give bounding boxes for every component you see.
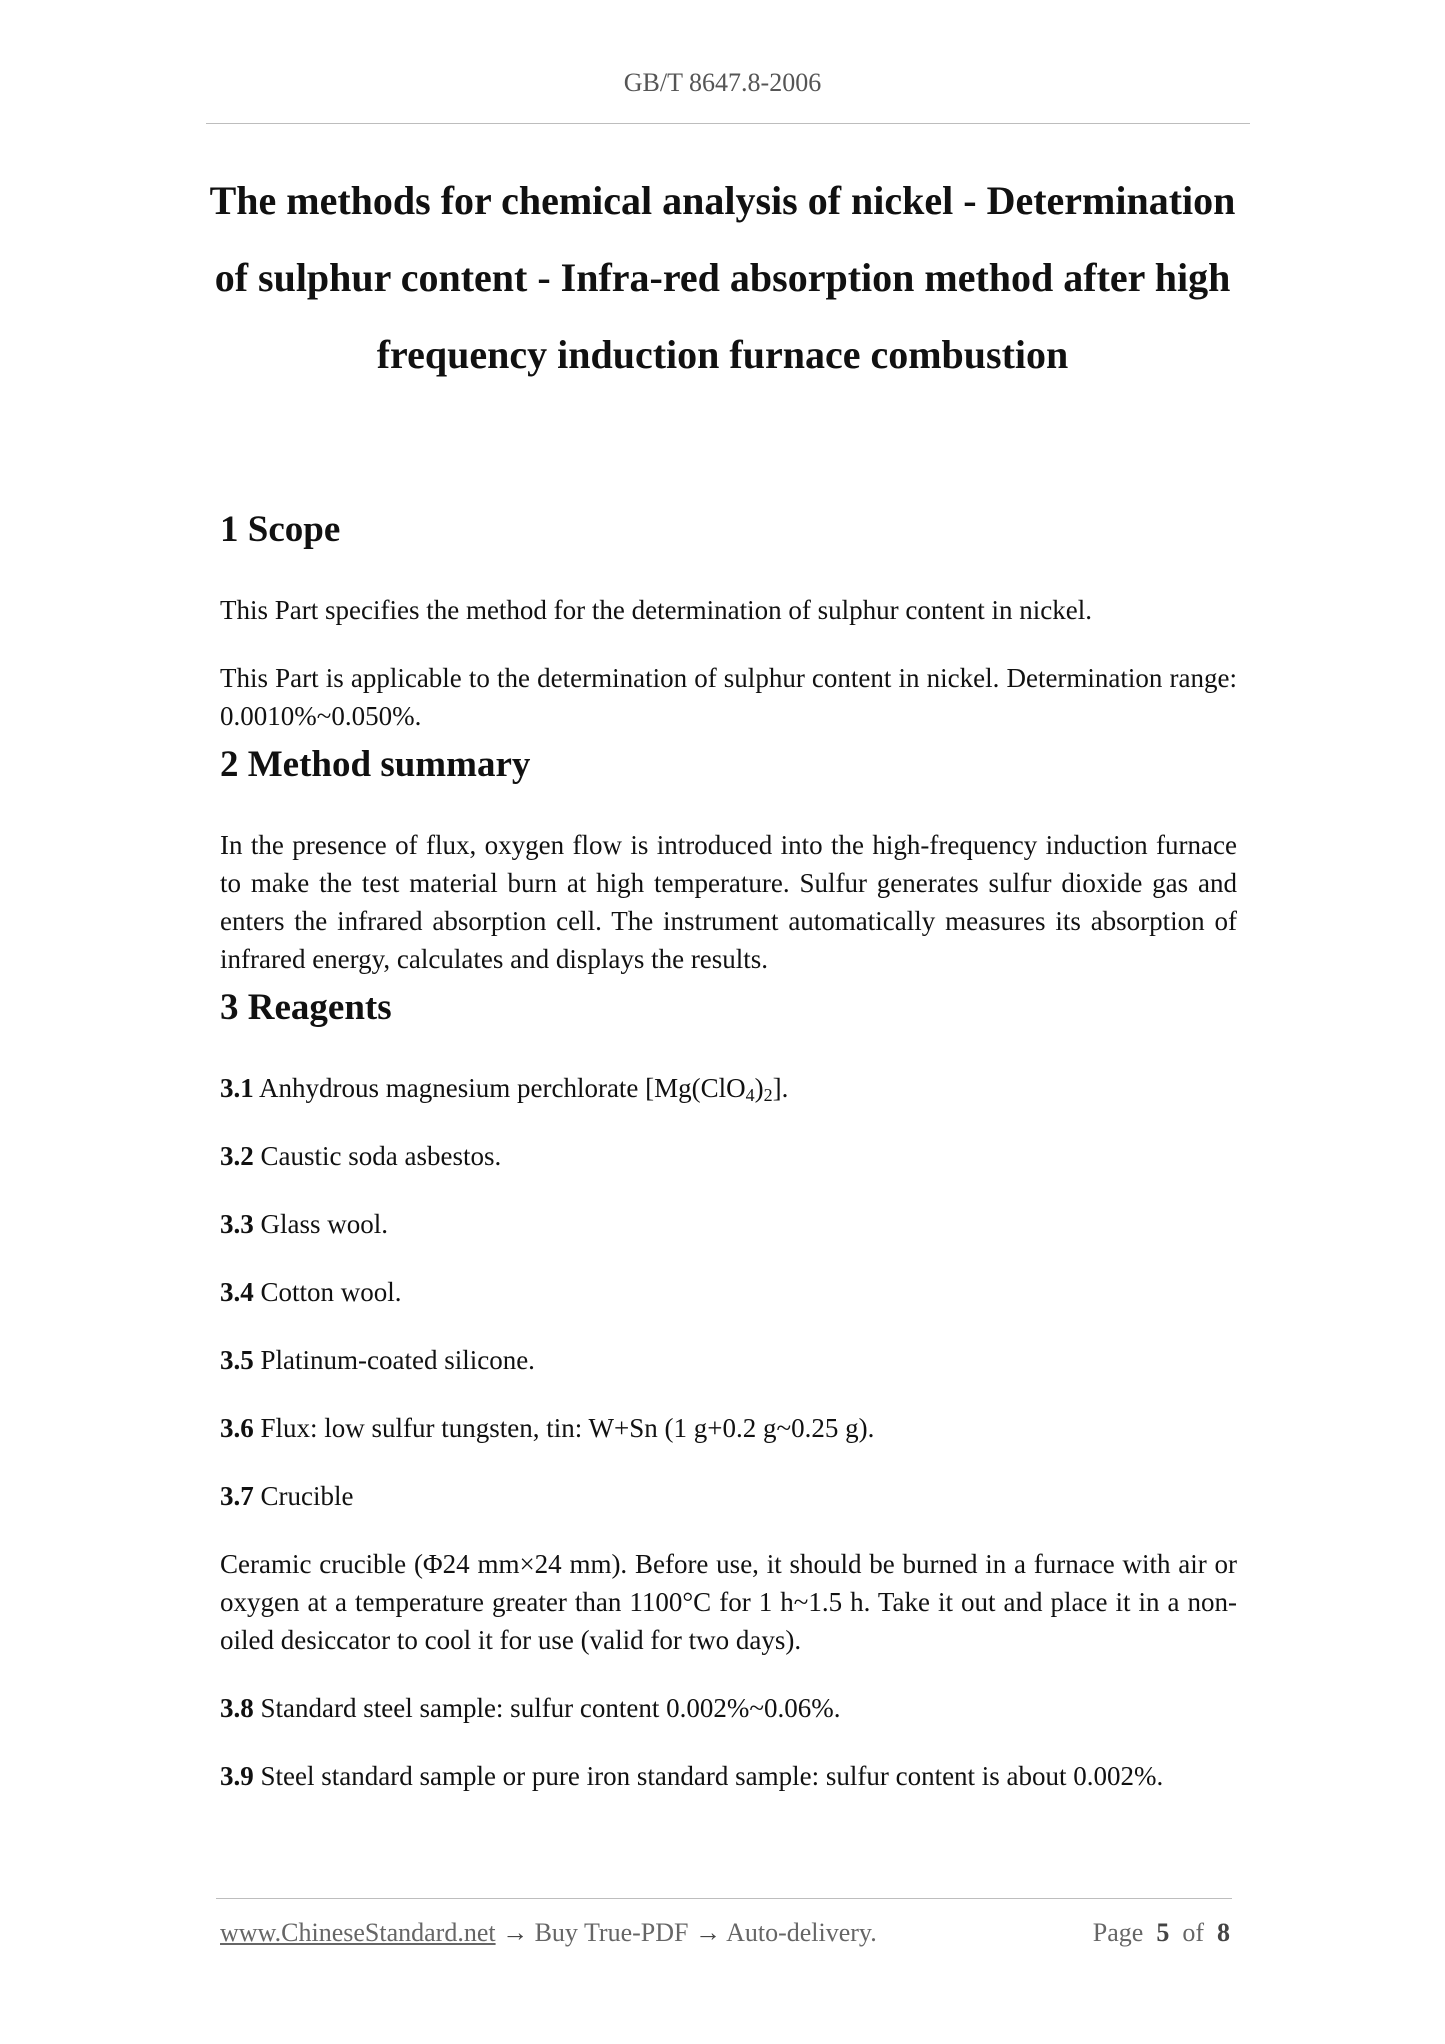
scope-paragraph-1: This Part specifies the method for the determination of sulphur content in nickel. (220, 595, 1093, 625)
reagent-text: Steel standard sample or pure iron standard sample: sulfur content is about 0.002%. (260, 1761, 1164, 1791)
reagent-item (220, 1689, 1237, 1727)
reagent-text: Crucible (260, 1481, 354, 1511)
reagent-item (220, 1341, 1237, 1379)
section-heading-reagents: 3 Reagents (220, 987, 392, 1028)
reagent-text: Glass wool. (260, 1209, 388, 1239)
subscript: 4 (745, 1085, 755, 1105)
title-line-1: The methods for chemical analysis of nickel - Determination (209, 178, 1236, 223)
reagent-text: Standard steel sample: sulfur content 0.002%~0.06%. (260, 1693, 841, 1723)
reagent-number: 3.5 (220, 1345, 254, 1375)
reagent-text: Cotton wool. (260, 1277, 402, 1307)
method-summary-paragraph: In the presence of flux, oxygen flow is introduced into the high-frequency induction furnace to make the test material burn at high temperature. Sulfur generates sulfur dioxide gas and enters the infrared absorption cell. The instrument automatically measures its absorption of infrared energy, calculates and displays the results. (220, 830, 1237, 974)
reagent-number: 3.2 (220, 1141, 254, 1171)
reagent-number: 3.1 (220, 1073, 254, 1103)
header-divider (206, 123, 1250, 124)
reagent-item (220, 1069, 1237, 1107)
page-total: 8 (1217, 1918, 1230, 1947)
reagent-number: 3.4 (220, 1277, 254, 1307)
reagent-item (220, 1137, 1237, 1175)
section-heading-method-summary: 2 Method summary (220, 744, 531, 785)
document-body (220, 500, 1237, 1795)
reagent-text: ) (754, 1073, 764, 1103)
reagent-number: 3.7 (220, 1481, 254, 1511)
reagent-number: 3.8 (220, 1693, 254, 1723)
reagent-number: 3.3 (220, 1209, 254, 1239)
reagent-item (220, 1205, 1237, 1243)
page-footer (220, 1918, 1230, 1948)
reagent-item (220, 1409, 1237, 1447)
reagent-text: Anhydrous magnesium perchlorate [Mg(ClO (259, 1073, 746, 1103)
scope-paragraph-2: This Part is applicable to the determination of sulphur content in nickel. Determination range: 0.0010%~0.050%. (220, 663, 1237, 731)
reagent-item (220, 1477, 1237, 1515)
footer-divider (216, 1898, 1232, 1899)
crucible-note: Ceramic crucible (Φ24 mm×24 mm). Before use, it should be burned in a furnace with air or oxygen at a temperature greater than 1100°C for 1 h~1.5 h. Take it out and place it in a non-oiled desiccator to cool it for use (valid for two days). (220, 1549, 1237, 1655)
section-heading-scope: 1 Scope (220, 509, 341, 550)
footer-buy-text: Buy True-PDF (534, 1918, 689, 1947)
arrow-right-icon: → (502, 1918, 529, 1947)
page-current: 5 (1156, 1918, 1170, 1947)
page-of: of (1182, 1918, 1204, 1947)
arrow-right-icon: → (695, 1918, 721, 1947)
footer-website-link[interactable]: www.ChineseStandard.net (220, 1918, 496, 1947)
document-header-code: GB/T 8647.8-2006 (623, 68, 822, 97)
title-line-2: of sulphur content - Infra-red absorption method after high (214, 255, 1231, 300)
title-line-3: frequency induction furnace combustion (376, 332, 1069, 377)
page-label: Page (1092, 1918, 1144, 1947)
reagent-text: Caustic soda asbestos. (260, 1141, 502, 1171)
reagent-text: ]. (772, 1073, 789, 1103)
reagent-number: 3.6 (220, 1413, 254, 1443)
reagent-text: Flux: low sulfur tungsten, tin: W+Sn (1 g+0.2 g~0.25 g). (260, 1413, 875, 1443)
reagent-item (220, 1757, 1237, 1795)
reagent-number: 3.9 (220, 1761, 254, 1791)
reagent-text: Platinum-coated silicone. (260, 1345, 535, 1375)
page-indicator (1093, 1918, 1230, 1948)
subscript: 2 (763, 1085, 773, 1105)
footer-delivery-text: Auto-delivery. (726, 1918, 877, 1947)
document-title (200, 162, 1245, 393)
reagent-item (220, 1273, 1237, 1311)
